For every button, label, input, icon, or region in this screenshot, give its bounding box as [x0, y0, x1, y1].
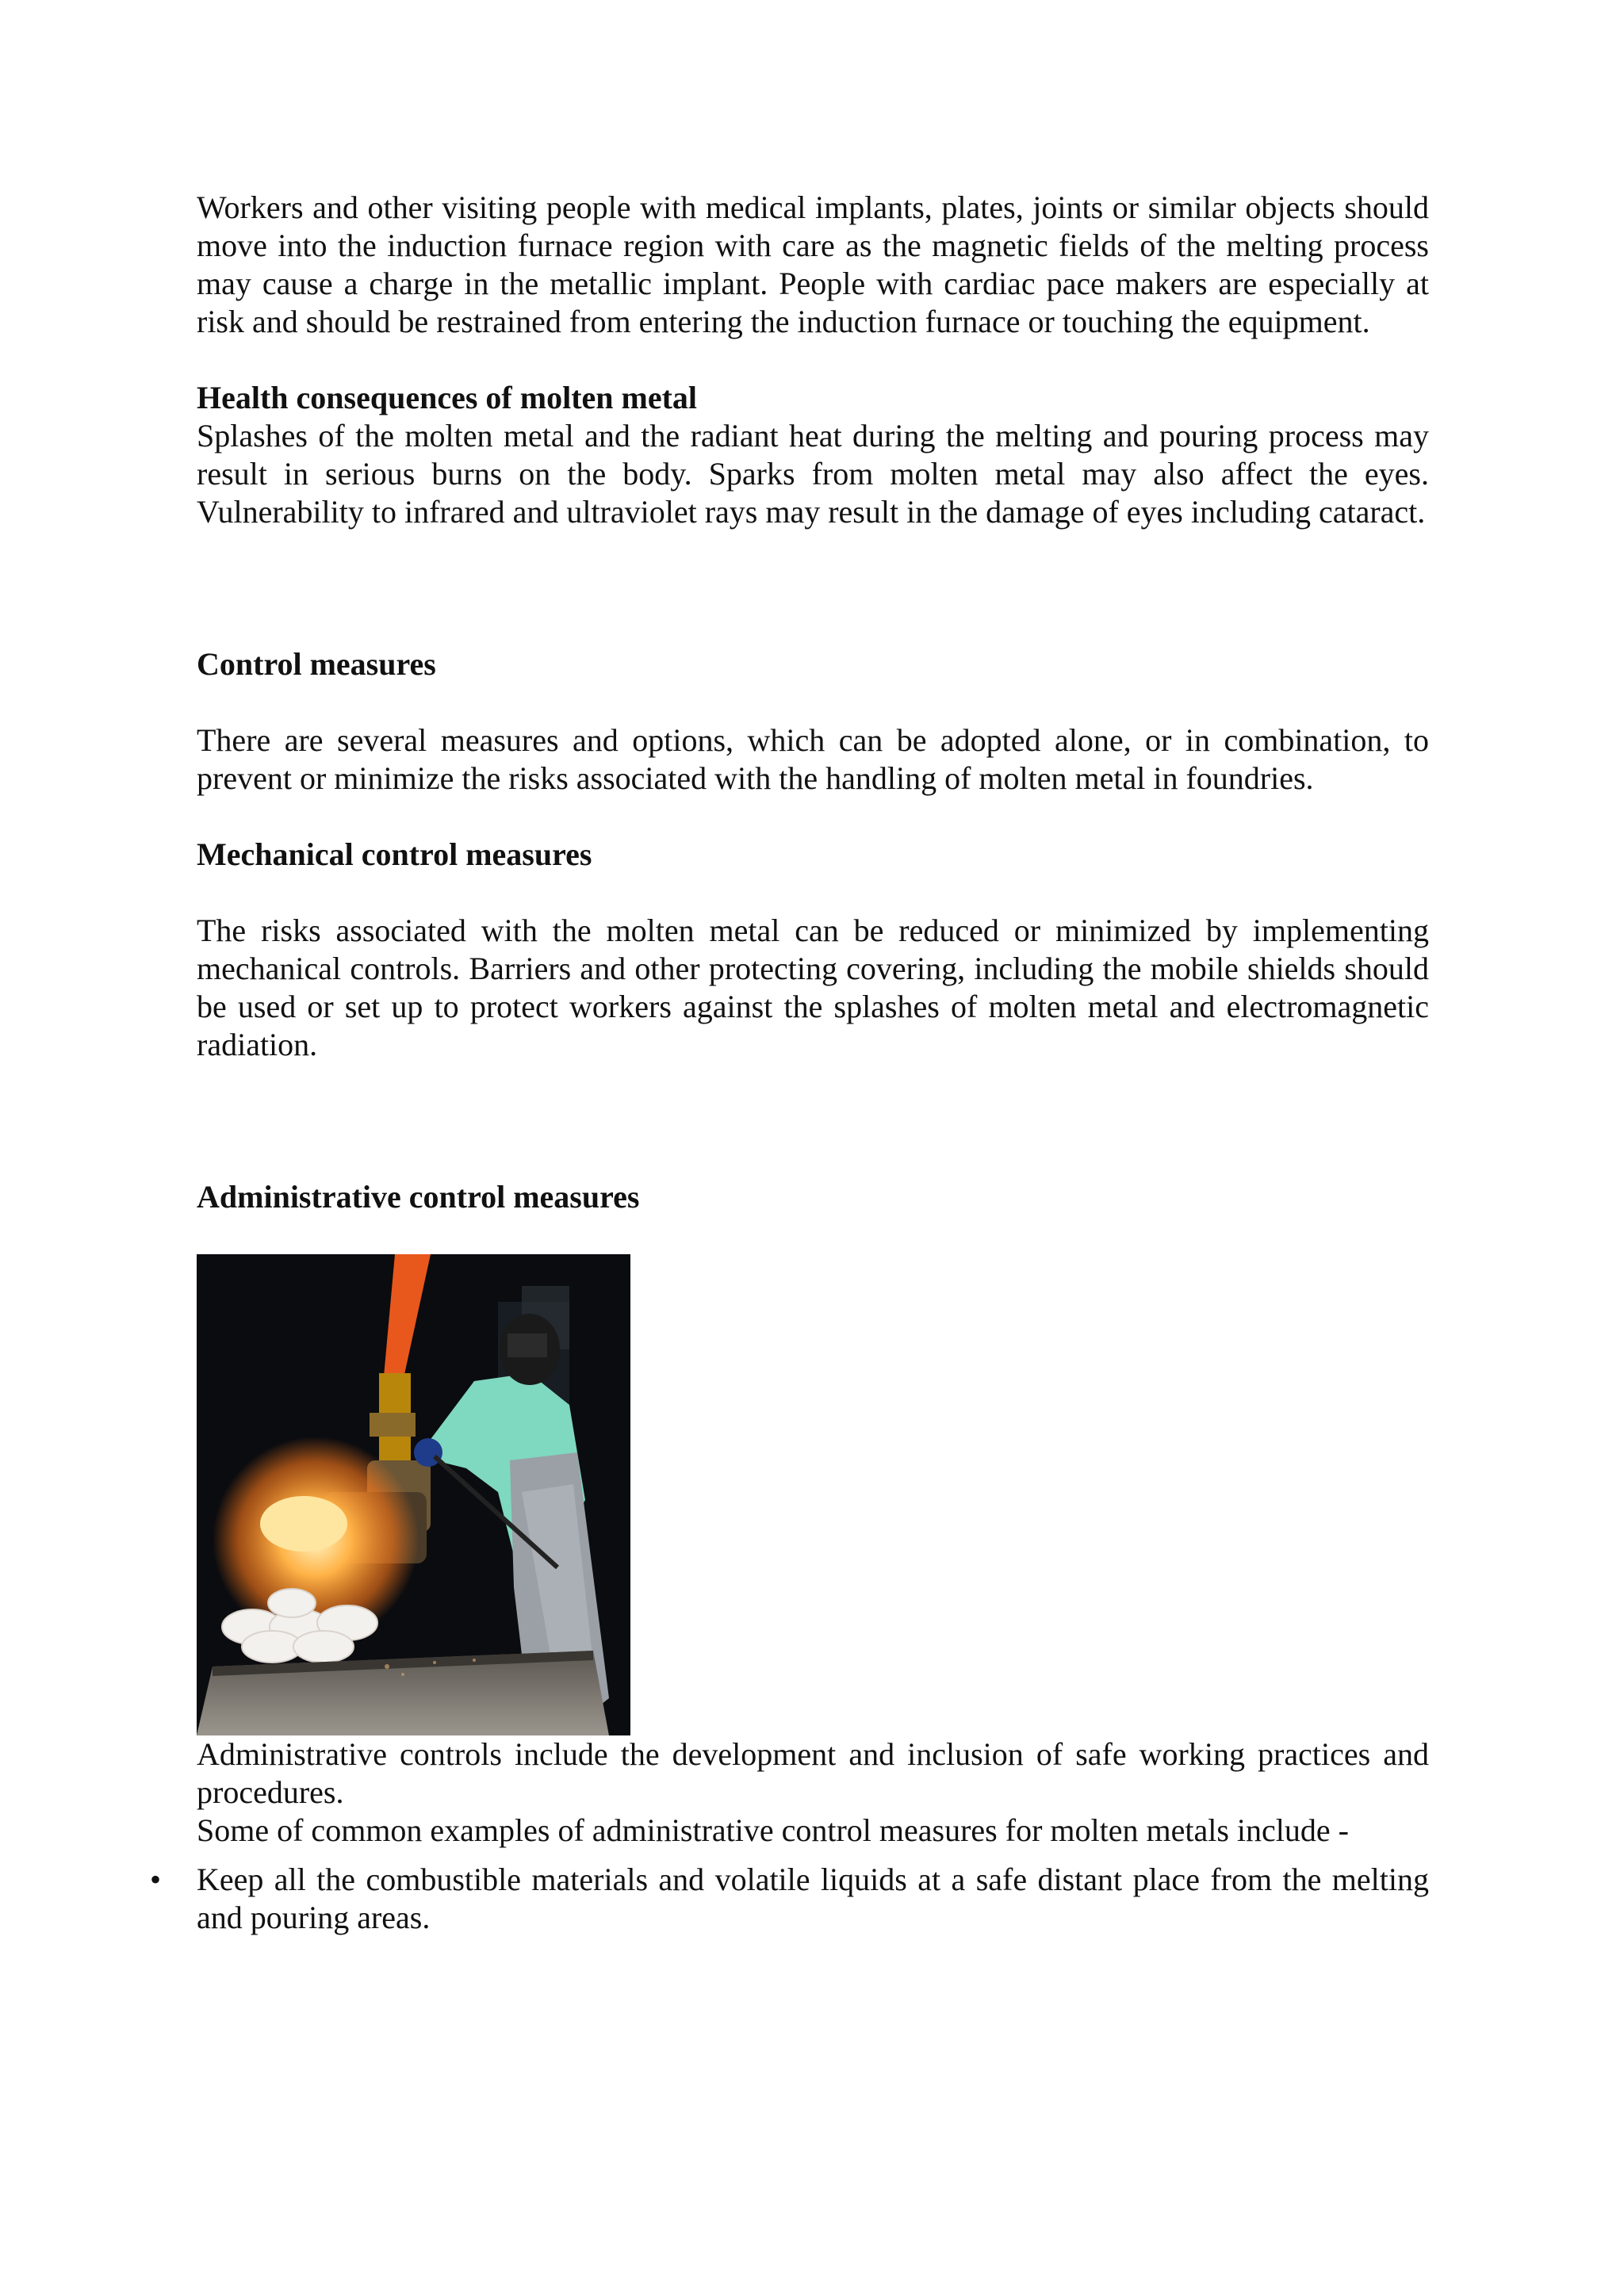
- health-heading: Health consequences of molten metal: [197, 380, 698, 415]
- mechanical-paragraph: The risks associated with the molten metal can be reduced or minimized by implementing mechanical controls. Barriers and other protecting covering, including the mobile shields should be used or set up to protect workers against the splashes of molten metal and electromagnetic radiation.: [197, 913, 1429, 1062]
- health-paragraph: Splashes of the molten metal and the radiant heat during the melting and pouring process may result in serious burns on the body. Sparks from molten metal may also affect the eyes. Vulnerability to infrared and ultraviolet rays may result in the damage of eyes including cataract.: [197, 418, 1429, 530]
- administrative-heading: Administrative control measures: [197, 1179, 640, 1215]
- intro-paragraph: Workers and other visiting people with medical implants, plates, joints or similar objects should move into the induction furnace region with care as the magnetic fields of the melting process may cause a charge in the metallic implant. People with cardiac pace makers are especially at risk and should be restrained from entering the induction furnace or touching the equipment.: [197, 189, 1429, 339]
- list-item: [149, 1861, 1429, 1937]
- control-heading: Control measures: [197, 646, 436, 682]
- document-page: [149, 189, 1429, 1937]
- administrative-bullet-list: [149, 1861, 1429, 1937]
- mechanical-heading: Mechanical control measures: [197, 836, 592, 872]
- foundry-worker-illustration: [197, 1254, 630, 1735]
- bullet-text: Keep all the combustible materials and volatile liquids at a safe distant place from the melting and pouring areas.: [197, 1862, 1429, 1935]
- bullet-icon: •: [149, 1862, 161, 1897]
- foundry-worker-photo: [197, 1254, 630, 1735]
- administrative-paragraph-2: Some of common examples of administrative control measures for molten metals include -: [197, 1812, 1349, 1848]
- control-paragraph: There are several measures and options, which can be adopted alone, or in combination, to prevent or minimize the risks associated with the handling of molten metal in foundries.: [197, 722, 1429, 796]
- administrative-paragraph-1: Administrative controls include the development and inclusion of safe working practices and procedures.: [197, 1736, 1429, 1810]
